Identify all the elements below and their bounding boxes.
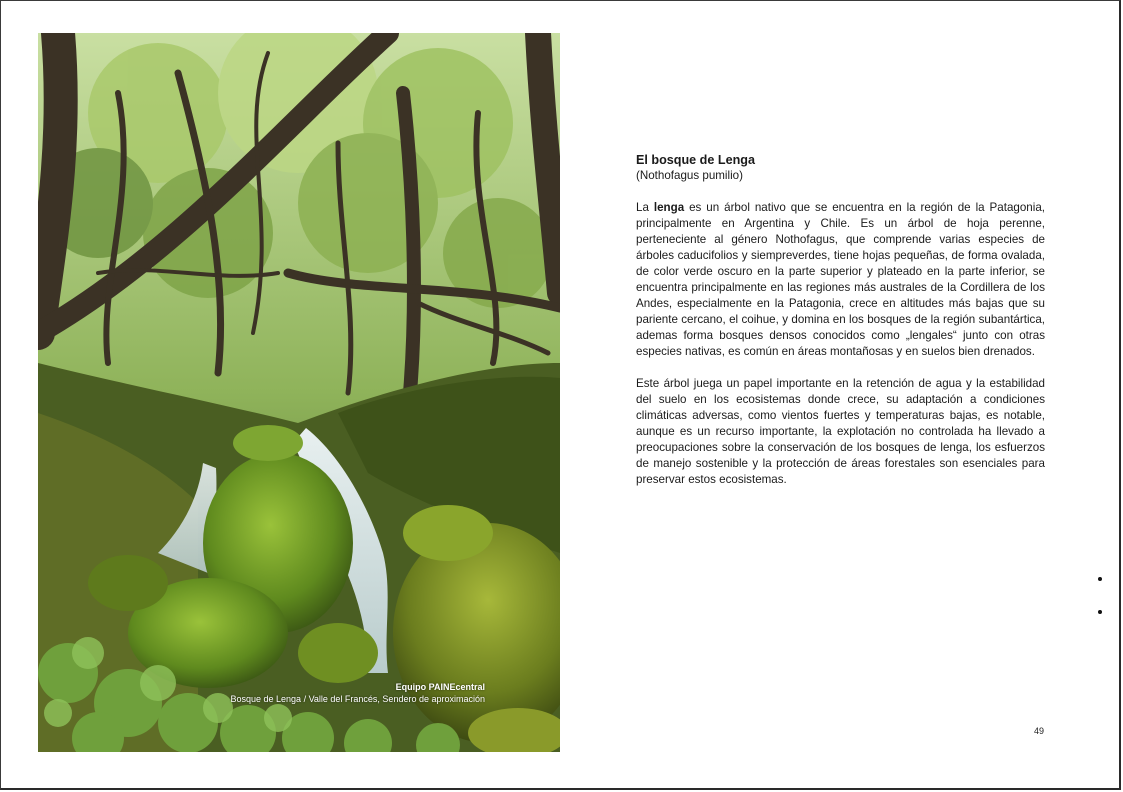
article-paragraph-2: Este árbol juega un papel importante en la retención de agua y la estabilidad del suelo en los ecosistemas donde crece, su adaptación a condiciones climáticas adversas, como vientos fuertes y temperaturas bajas, es notable, aunque es un recurso importante, la explotación no controlada ha llevado a preocupaciones sobre la conservación de los bosques de lenga, los esfuerzos de manejo sostenible y la protección de áreas forestales son esenciales para preservar estos ecosistemas. [636,377,1045,486]
photo-credit-author: Equipo PAINEcentral [395,682,485,692]
paragraph-lead: La [636,201,654,214]
article-paragraph-1 [636,200,1045,360]
article-title: El bosque de Lenga [636,153,755,167]
photo-credit [231,681,486,705]
forest-photo [38,33,560,752]
forest-illustration [38,33,560,752]
article-subtitle: (Nothofagus pumilio) [636,169,743,182]
photo-credit-caption: Bosque de Lenga / Valle del Francés, Sendero de aproximación [230,694,485,704]
article [636,152,1045,504]
highlight-lenga: lenga [653,201,685,214]
page-number: 49 [1034,726,1045,736]
paragraph-body: es un árbol nativo que se encuentra en la región de la Patagonia, principalmente en Argentina y Chile. Es un árbol de hoja perenne, perteneciente al género Nothofagus, que comprende varias especies de árboles caducifolios y siempreverdes, tiene hojas pequeñas, de forma ovalada, de color verde oscuro en la parte superior y plateado en la parte inferior, se encuentra principalmente en las regiones más australes de la Cordillera de los Andes, especialmente en la Patagonia, crece en altitudes más bajas que su pariente cercano, el coihue, y domina en los bosques de la región subantártica, ademas forma bosques densos conocidos como „lengales“ junto con otras especies nativas, es común en áreas montañosas y en suelos bien drenados. [636,201,1045,358]
page-nav-dot[interactable] [1098,610,1102,614]
page-nav-dot[interactable] [1098,577,1102,581]
